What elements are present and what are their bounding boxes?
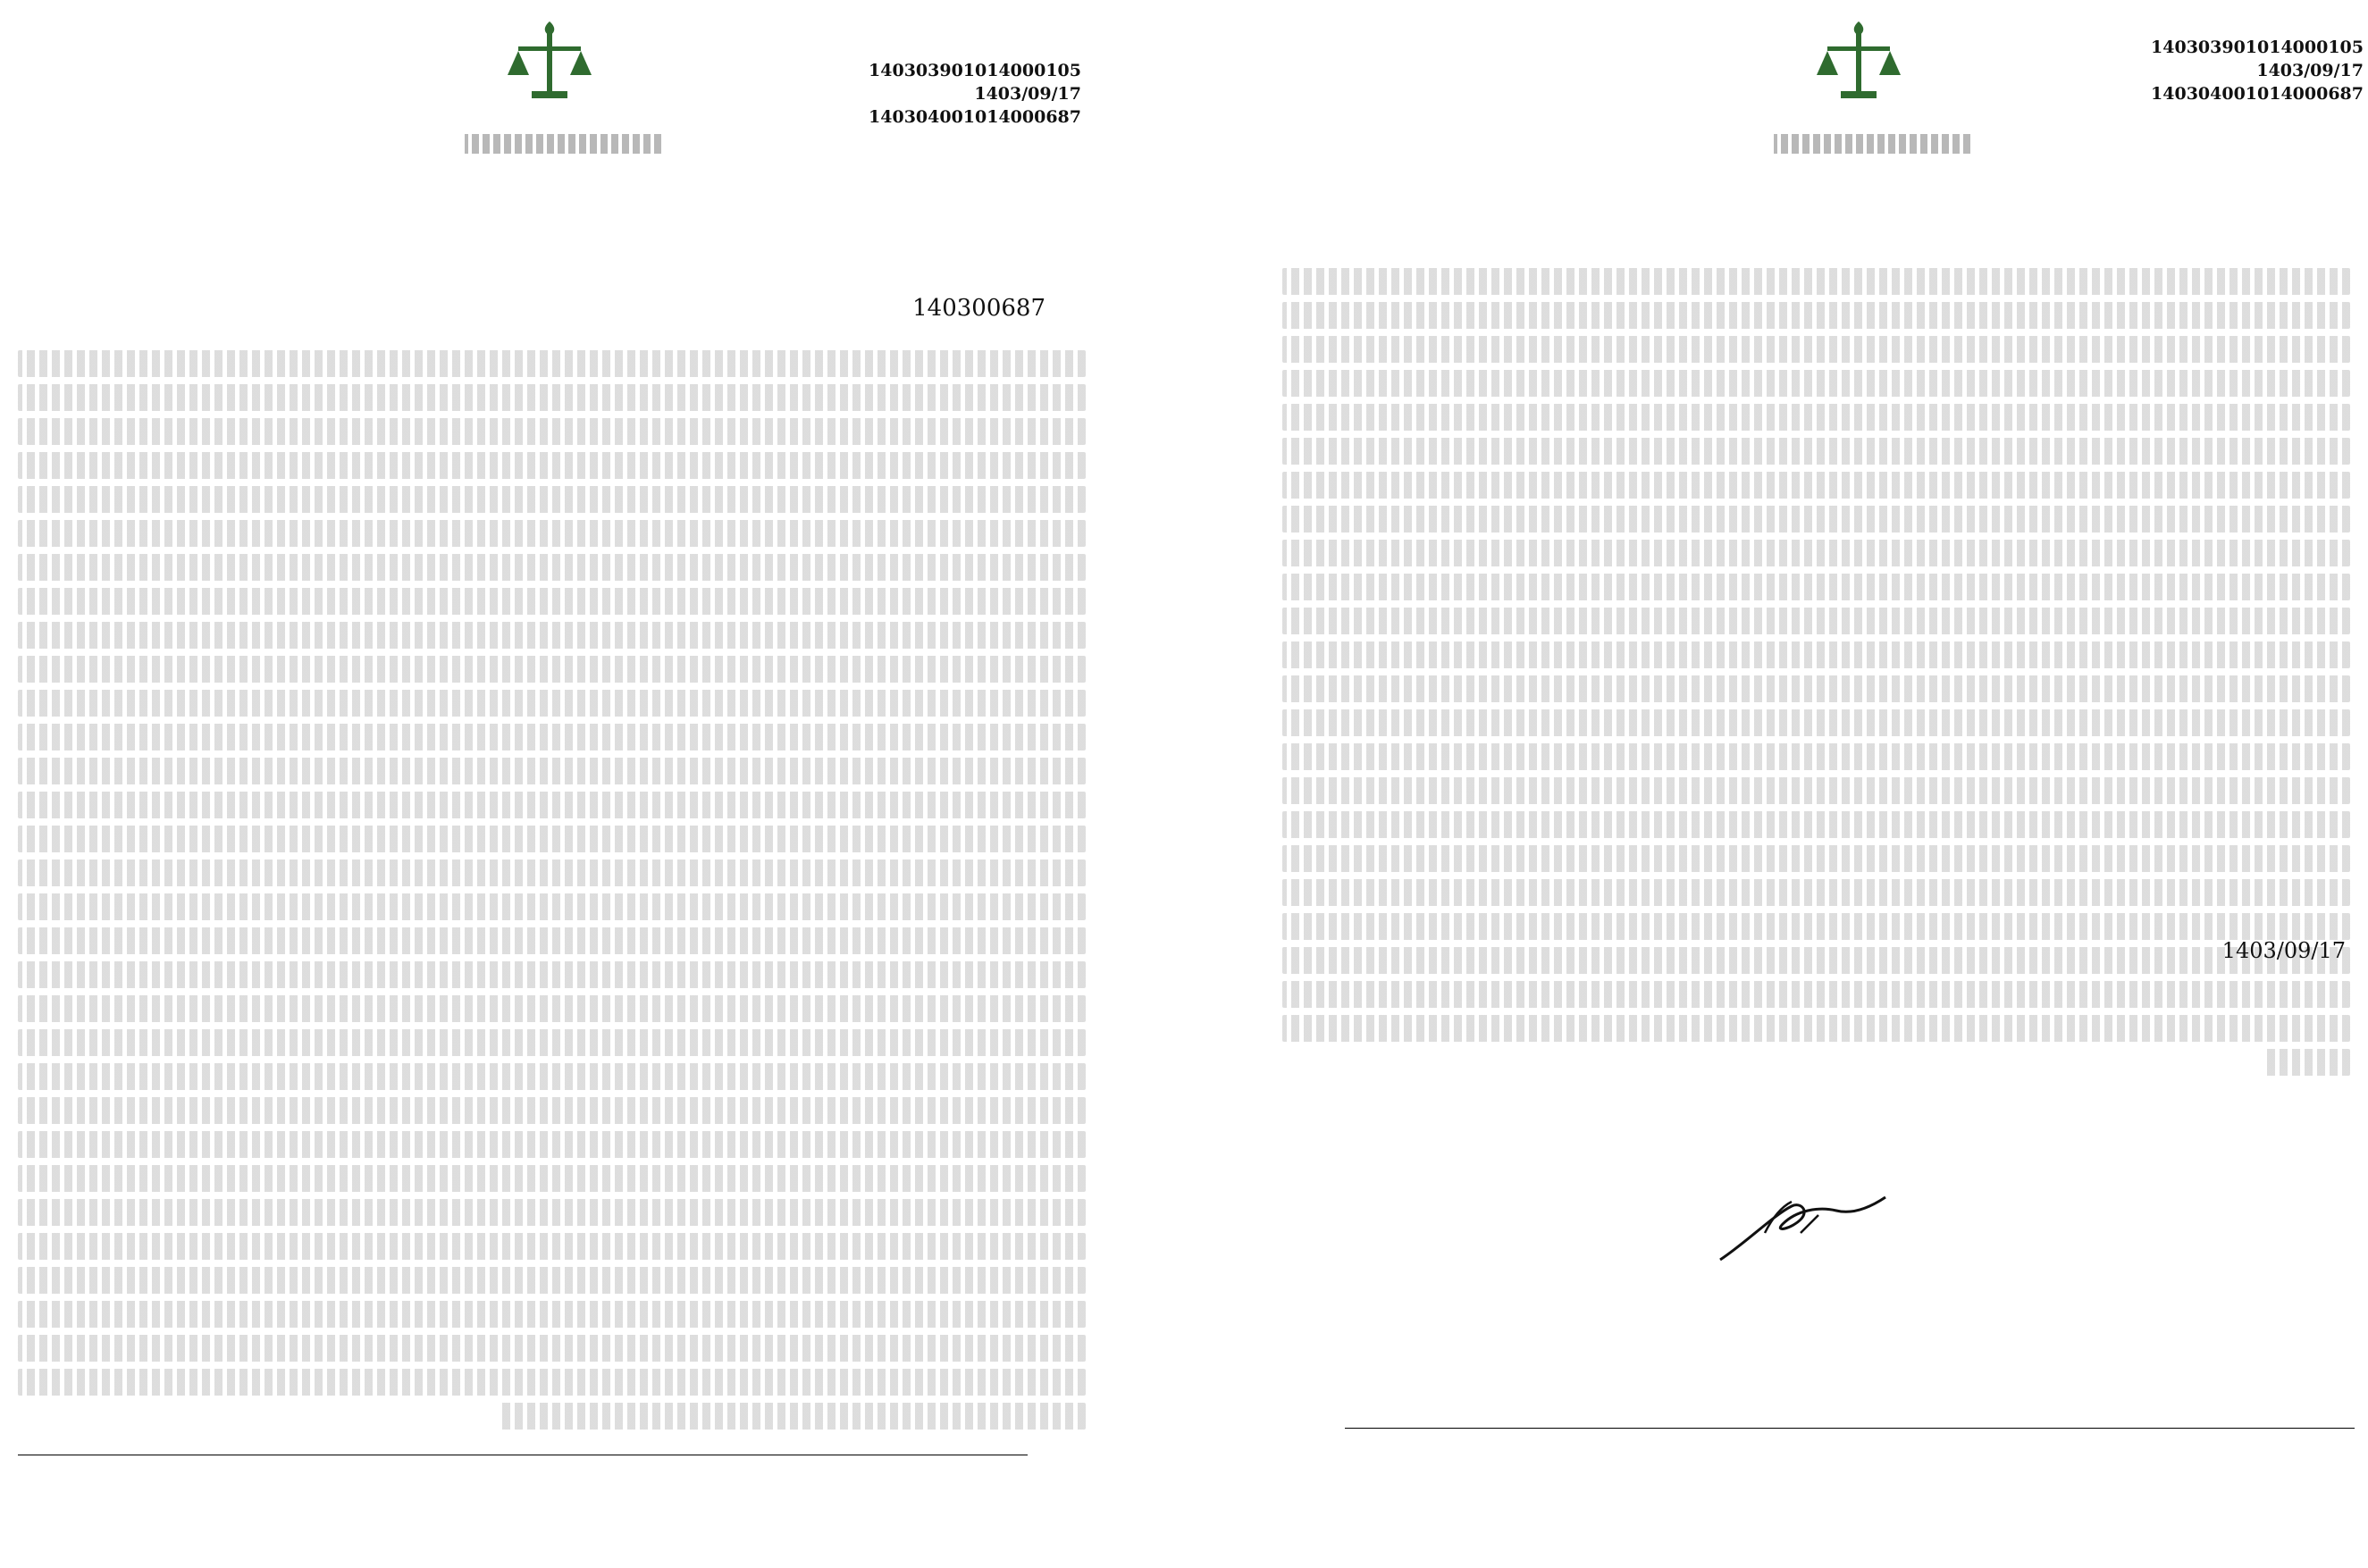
publish-date-line bbox=[1774, 938, 2346, 963]
signature-icon bbox=[1711, 1179, 1890, 1278]
notice-meta bbox=[2006, 36, 2364, 105]
case-number: 140300687 bbox=[912, 295, 1045, 322]
file-number: 140304001014000687 bbox=[2151, 84, 2364, 104]
document-subtitle bbox=[447, 295, 1045, 322]
notice-number: 140303901014000105 bbox=[869, 61, 1081, 80]
file-number: 140304001014000687 bbox=[869, 107, 1081, 127]
notice-date: 1403/09/17 bbox=[2256, 61, 2364, 80]
body-text bbox=[18, 350, 1086, 1437]
organization-name bbox=[447, 134, 679, 158]
organization-name bbox=[1756, 134, 1988, 158]
notice-meta bbox=[679, 59, 1081, 129]
footer-rule bbox=[1345, 1428, 2355, 1429]
signer-block bbox=[1863, 1001, 2346, 1027]
document-page-2 bbox=[1184, 0, 2368, 1568]
judiciary-emblem-icon bbox=[1810, 20, 1908, 127]
notice-date: 1403/09/17 bbox=[974, 84, 1081, 104]
notice-number: 140303901014000105 bbox=[2151, 38, 2364, 57]
publish-date: 1403/09/17 bbox=[2221, 938, 2346, 963]
judiciary-emblem-icon bbox=[500, 20, 599, 127]
